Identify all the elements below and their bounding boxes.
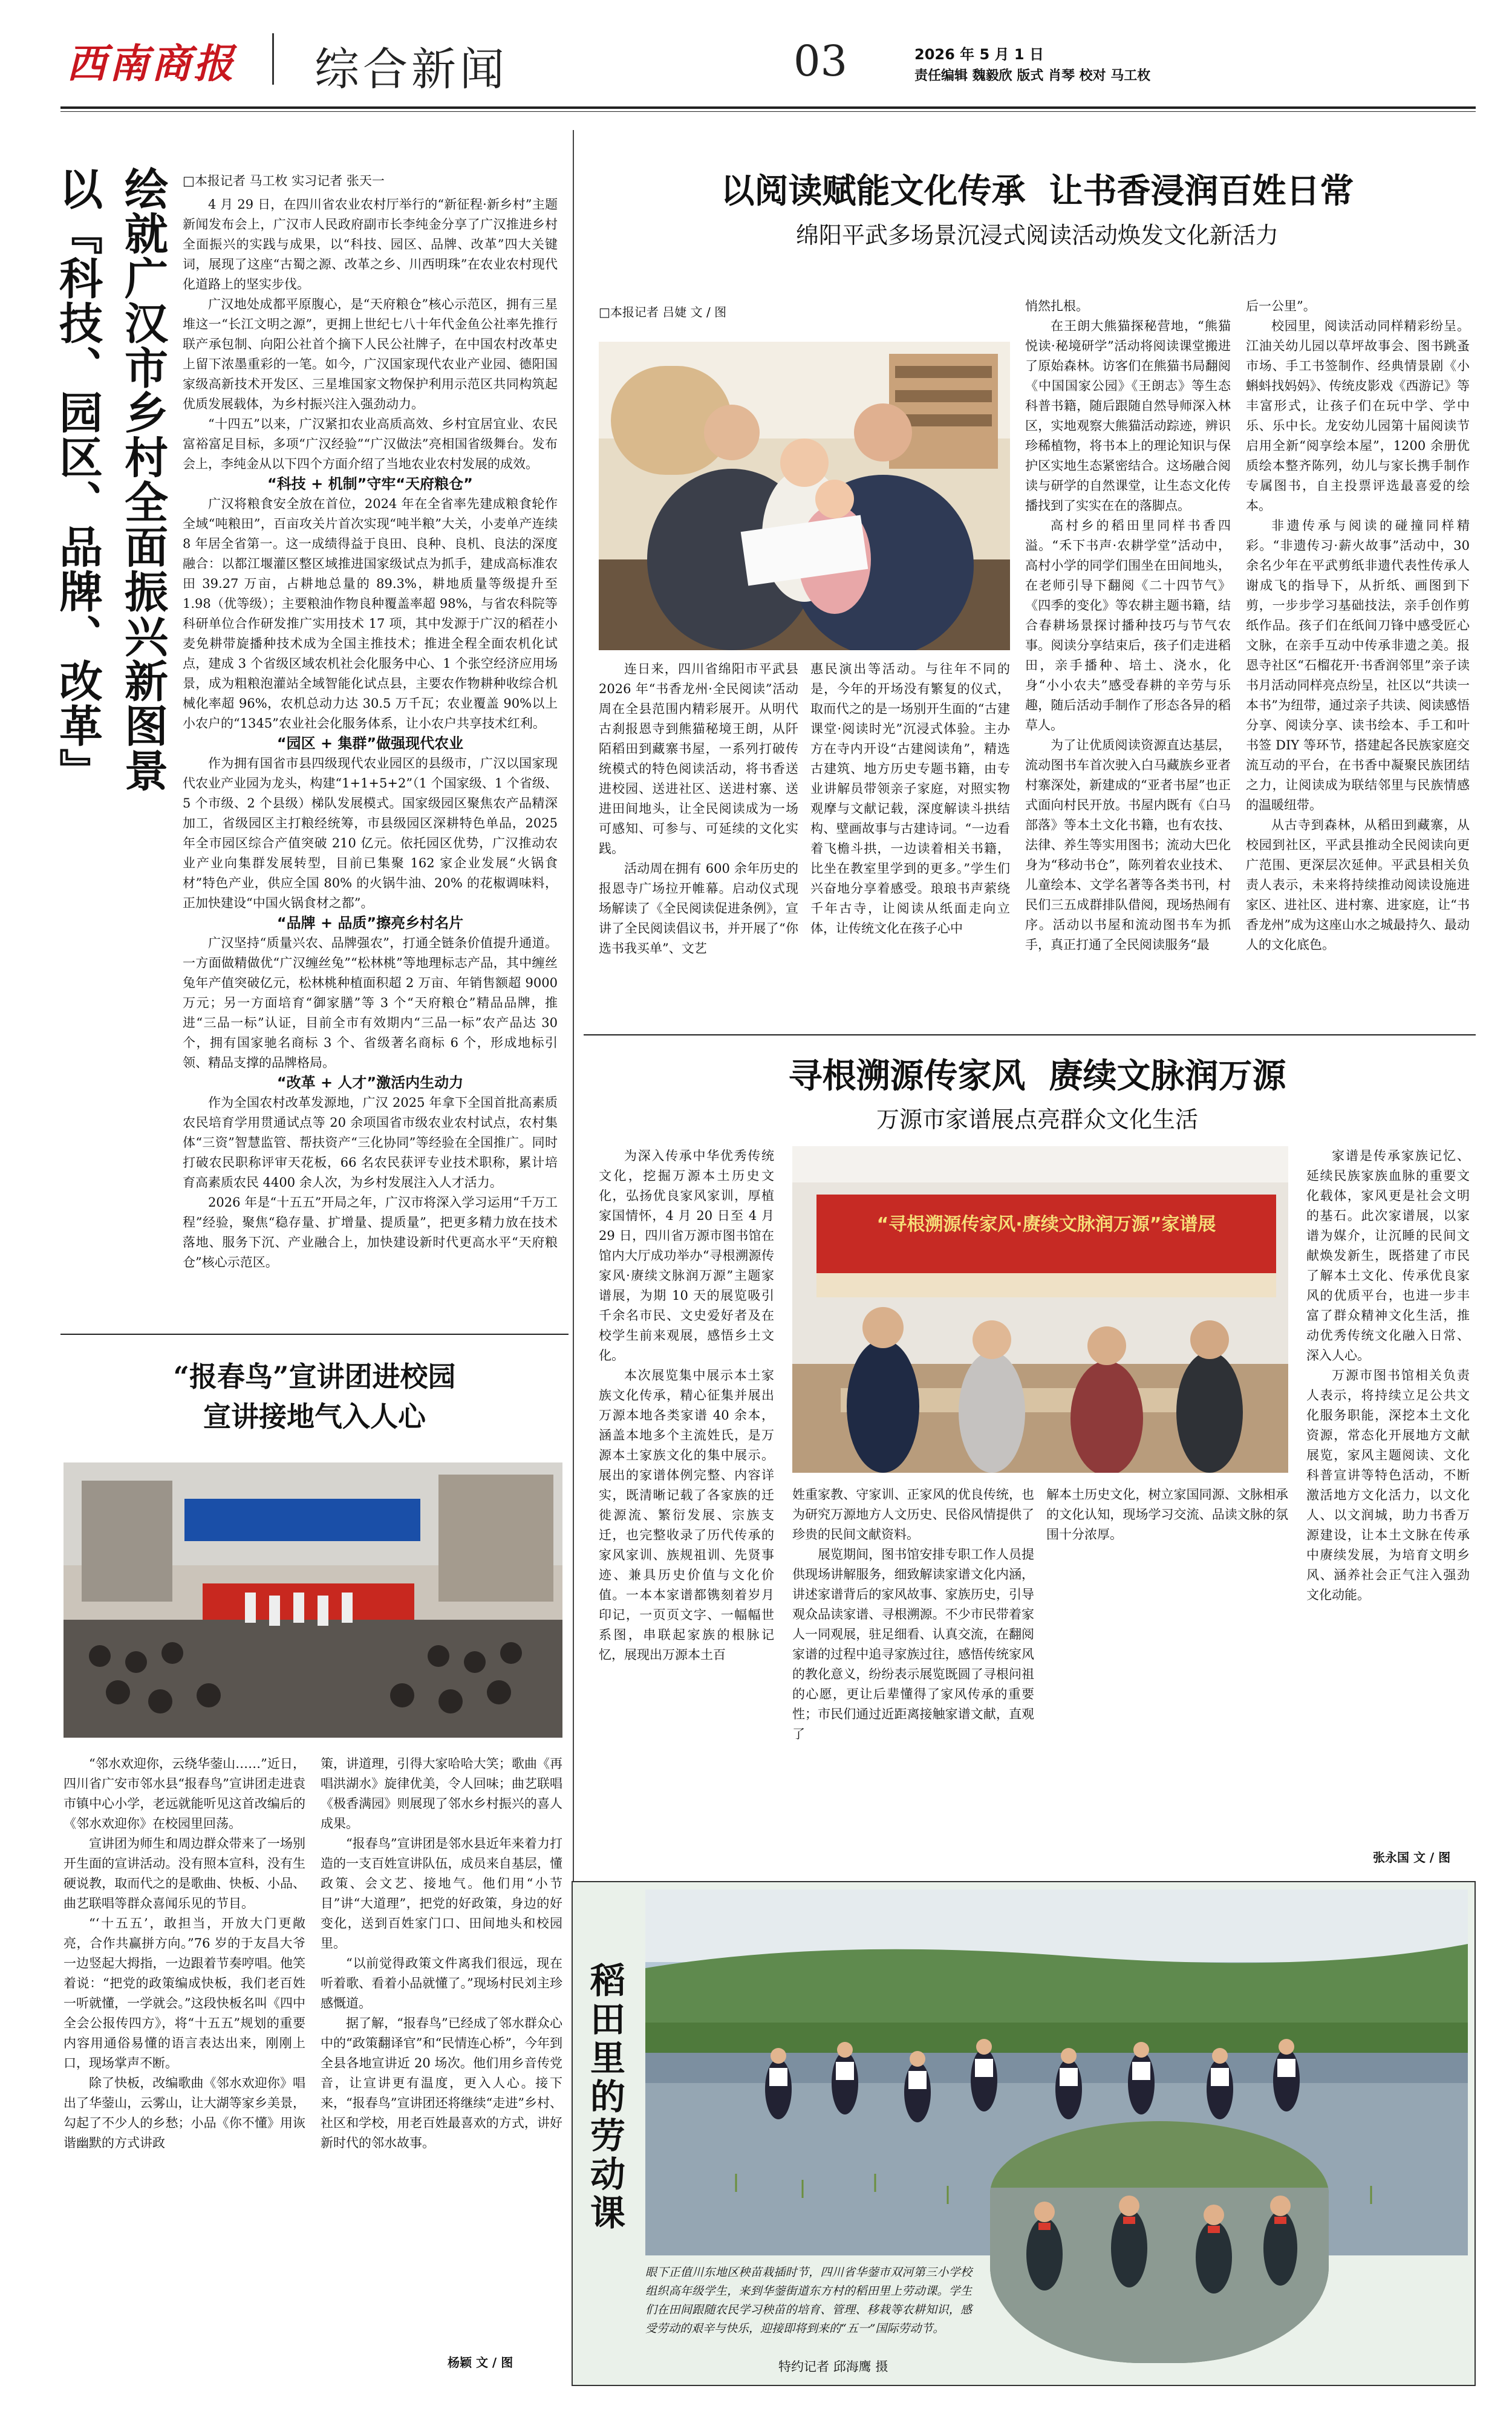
- lead-body: [183, 195, 558, 1326]
- paragraph: 作为拥有国省市县四级现代农业园区的县级市，广汉以国家现代农业产业园为龙头，构建“1+1+5+2”（1 个国家级、1 个省级、5 个市级、2 个县级）梯队发展模式。国家级园区聚焦农产品精深加工，省级园区主打粮经统筹，市县级园区深耕特色单品，2025 年全市园区综合产值突破 210 亿元。依托园区优势，广汉推动农业产业向集群发展转型，目前已集聚 162 家企业发展“火锅食材”特色产业，供应全国 80% 的火锅牛油、20% 的花椒调味料，正加快建设“中国火锅食材之都”。: [183, 756, 558, 910]
- genealogy-col-4: [1306, 1146, 1470, 1842]
- paragraph: 在王朗大熊猫探秘营地，“熊猫悦读·秘境研学”活动将阅读课堂搬进了原始森林。访客们在熊猫书局翻阅《中国国家公园》《王朗志》等生态科普书籍，随后跟随自然导师深入林区，实地观察大熊猫活动踪迹，辨识珍稀植物，将书本上的理论知识与保护区实地生态紧密结合。这场融合阅读与研学的自然课堂，让生态文化传播找到了实实在在的落脚点。: [1025, 319, 1231, 513]
- paragraph: 万源市图书馆相关负责人表示，将持续立足公共文化服务职能，深挖本土文化资源，常态化开展地方文献展览，家风主题阅读、文化科普宣讲等特色活动，不断激活地方文化活力，以文化人、以文润城，助力书香万源建设，让本土文脉在传承中赓续发展，为培育文明乡风、涵养社会正气注入强劲文化动能。: [1306, 1368, 1470, 1602]
- rice-credit: 特约记者 邱海鹰 摄: [778, 2359, 888, 2374]
- school-col-1: [64, 1754, 305, 2377]
- paragraph: 除了快板，改编歌曲《邻水欢迎你》唱出了华蓥山，云雾山，让大湖等家乡美景，勾起了不少人的乡愁；小品《你不懂》用诙谐幽默的方式讲政: [64, 2076, 305, 2150]
- paragraph: “‘十五五’，敢担当，开放大门更敞亮，合作共赢拼方向。”76 岁的于友昌大爷一边竖起大拇指，一边跟着节奏哼唱。他笑着说：“把党的政策编成快板，我们老百姓一听就懂，一学就会。”这段快板名叫《四中全会公报传四方》，将“十五五”规划的重要内容用通俗易懂的语言表达出来，刚刚上口，现场掌声不断。: [64, 1916, 305, 2070]
- masthead-rule-thin: [60, 111, 1476, 112]
- newspaper-logo: 西南商报: [67, 40, 236, 87]
- reading-col-3: [1025, 296, 1231, 1022]
- lead-subheading-1: “科技 + 机制”守牢“天府粮仓”: [267, 475, 473, 492]
- paragraph: 宣讲团为师生和周边群众带来了一场别开生面的宣讲活动。没有照本宣科，没有生硬说教，取而代之的是歌曲、快板、小品、曲艺联唱等群众喜闻乐见的节目。: [64, 1836, 305, 1911]
- genealogy-col-3: [1046, 1485, 1288, 1866]
- lead-headline-line2: 绘就广汉市乡村全面振兴新图景: [117, 166, 168, 793]
- paragraph: 2026 年是“十五五”开局之年，广汉市将深入学习运用“千万工程”经验，聚焦“稳存量、扩增量、提质量”，把更多精力放在技术落地、服务下沉、产业融合上，加快建设新时代更高水平“天府粮仓”核心示范区。: [183, 1195, 558, 1270]
- school-assembly-photo: [64, 1462, 562, 1738]
- lead-subheading-4: “改革 + 人才”激活内生动力: [276, 1074, 464, 1091]
- paragraph: 悄然扎根。: [1025, 299, 1089, 313]
- paragraph: 作为全国农村改革发源地，广汉 2025 年拿下全国首批高素质农民培育学用贯通试点等 20 余项国省市级农业农村试点，农村集体“三资”智慧监管、帮扶资产“三化协同”等经验在全国推广。同时打破农民职称评审天花板，66 名农民获评专业技术职称，累计培育高素质农民 4400 余人次，为乡村发展注入人才活力。: [183, 1095, 558, 1190]
- school-credit: 杨颖 文 / 图: [448, 2355, 513, 2370]
- exhibit-banner-text: “寻根溯源传家风·赓续文脉润万源”家谱展: [876, 1214, 1216, 1235]
- paragraph: 策，讲道理，引得大家哈哈大笑；歌曲《再唱洪湖水》旋律优美，令人回味；曲艺联唱《极香满园》则展现了邻水乡村振兴的喜人成果。: [321, 1756, 562, 1831]
- paragraph: 连日来，四川省绵阳市平武县 2026 年“书香龙州·全民阅读”活动周在全县范围内精彩展开。从明代古刹报恩寺到熊猫秘境王朗，从阡陌稻田到藏寨书屋，一系列打破传统模式的特色阅读活动，将书香送进校园、送进社区、送进村寨、送进田间地头，让全民阅读成为一场可感知、可参与、可延续的文化实践。: [599, 662, 798, 856]
- paragraph: 从古寺到森林，从稻田到藏寨，从校园到社区，平武县推动全民阅读向更广范围、更深层次延伸。平武县相关负责人表示，未来将持续推动阅读设施进家区、进社区、进村寨、进家庭，让“书香龙州”成为这座山水之城最持久、最动人的文化底色。: [1246, 818, 1470, 952]
- masthead-divider: [272, 33, 274, 85]
- issue-date: 2026 年 5 月 1 日: [914, 46, 1044, 63]
- lead-subheading-3: “品牌 + 品质”擦亮乡村名片: [276, 915, 464, 931]
- paragraph: 广汉将粮食安全放在首位，2024 年在全省率先建成粮食轮作全域“吨粮田”，百亩攻关片首次实现“吨半粮”大关，小麦单产连续 8 年居全省第一。这一成绩得益于良田、良种、良机、良法的深度融合：以都江堰灌区整区域推进国家级试点为抓手，建成高标准农田 39.27 万亩，占耕地总量的 89.3%，耕地质量等级提升至 1.98（优等级）；主要粮油作物良种覆盖率超 98%，与省农科院等科研单位合作研发推广实用技术 17 项，其中发源于广汉的稻茬小麦免耕带旋播种技术成为全国主推技术；推进全程全面农机化试点，建成 3 个省级区域农机社会化服务中心、1 个张空经济应用场景，成为粗粮泡灌站全域智能化试点县，主要农作物耕种收综合机械化率超 96%，农机总动力达 30.5 万千瓦；农业覆盖 90%以上小农户的“1345”农业社会化服务体系，让小农户共享技术红利。: [183, 497, 558, 731]
- reading-headline: 以阅读赋能文化传承 让书香浸润百姓日常: [720, 172, 1354, 211]
- reading-family-photo: [599, 342, 1010, 650]
- genealogy-exhibit-photo: [792, 1146, 1288, 1473]
- masthead: [0, 0, 1512, 118]
- genealogy-col-1: [599, 1146, 774, 1860]
- section-title: 综合新闻: [314, 44, 508, 96]
- reading-col-2: [810, 659, 1010, 1022]
- lead-byline: □本报记者 马工枚 实习记者 张天一: [183, 174, 385, 188]
- rice-field-photo-inset: [990, 2121, 1329, 2363]
- paragraph: 4 月 29 日，在四川省农业农村厅举行的“新征程·新乡村”主题新闻发布会上，广汉市人民政府副市长李纯金分享了广汉推进乡村全面振兴的实践与成果，以“科技、园区、品牌、改革”四大关键词，展现了这座“古蜀之源、改革之乡、川西明珠”在农业农村现代化道路上的坚实步伐。: [183, 197, 558, 292]
- school-headline-line1: “报春鸟”宣讲团进校园: [173, 1360, 456, 1393]
- paragraph: 据了解，“报春鸟”已经成了邻水群众心中的“政策翻译官”和“民情连心桥”，今年到全县各地宣讲近 20 场次。他们用乡音传党音，让宣讲更有温度，更入人心。接下来，“报春鸟”宣讲团还将继续“走进”乡村、社区和学校，用老百姓最喜欢的方式，讲好新时代的邻水故事。: [321, 2016, 562, 2150]
- paragraph: 高村乡的稻田里同样书香四溢。“禾下书声·农耕学堂”活动中，高村小学的同学们围坐在田间地头，在老师引导下翻阅《二十四节气》《四季的变化》等农耕主题书籍，结合春耕场景探讨播种技巧与节气农事。阅读分享结束后，孩子们走进稻田，亲手播种、培土、浇水，化身“小小农夫”感受春耕的辛劳与乐趣，随后活动手制作了形态各异的稻草人。: [1025, 518, 1231, 732]
- masthead-rule: [60, 106, 1476, 109]
- paragraph: “报春鸟”宣讲团是邻水县近年来着力打造的一支百姓宣讲队伍，成员来自基层，懂政策、会文艺、接地气。他们用“小节目”讲“大道理”，把党的好政策，身边的好变化，送到百姓家门口、田间地头和校园里。: [321, 1836, 562, 1951]
- lead-headline-line1: 以『科技、园区、品牌、改革』: [52, 166, 103, 793]
- lead-subheading-2: “园区 + 集群”做强现代农业: [276, 735, 464, 752]
- page-number: 03: [793, 36, 848, 86]
- paragraph: 姓重家教、守家训、正家风的优良传统，也为研究万源地方人文历史、民俗风情提供了珍贵的民间文献资料。: [792, 1487, 1034, 1542]
- paragraph: 为深入传承中华优秀传统文化，挖掘万源本土历史文化，弘扬优良家风家训，厚植家国情怀，4 月 20 日至 4 月 29 日，四川省万源市图书馆在馆内大厅成功举办“寻根溯源传家风·赓续文脉润万源”主题家谱展，为期 10 天的展览吸引千余名市民、文史爱好者及在校学生前来观展，感悟乡土文化。: [599, 1149, 774, 1363]
- rice-photo-frame: [572, 1881, 1476, 2386]
- rice-caption: 眼下正值川东地区秧苗栽插时节，四川省华蓥市双河第三小学校组织高年级学生，来到华蓥街道东方村的稻田里上劳动课。学生们在田间跟随农民学习秧苗的培育、管理、移栽等农耕知识，感受劳动的艰辛与快乐，迎接即将到来的“五一”国际劳动节。: [645, 2266, 972, 2335]
- section-divider: [60, 1334, 569, 1335]
- paragraph: 为了让优质阅读资源直达基层，流动图书车首次驶入白马藏族乡亚者村寨深处，新建成的“亚者书屋”也正式面向村民开放。书屋内既有《白马部落》等本土文化书籍，也有农技、法律、养生等实用图书；流动大巴化身为“移动书仓”，陈列着农业技术、儿童绘本、文学名著等各类书刊，村民们三五成群排队借阅，现场热闹有序。活动以书屋和流动图书车为抓手，真正打通了全民阅读服务“最: [1025, 738, 1231, 952]
- reading-byline: □本报记者 吕婕 文 / 图: [599, 305, 727, 319]
- reading-subheadline: 绵阳平武多场景沉浸式阅读活动焕发文化新活力: [795, 222, 1279, 249]
- paragraph: 非遗传承与阅读的碰撞同样精彩。“非遗传习·薪火故事”活动中，30 余名少年在平武剪纸非遗代表性传承人谢成飞的指导下，从折纸、画图到下剪，一步步学习基础技法，亲手创作剪纸作品。孩子们在纸间刀锋中感受匠心文脉，在亲手互动中传承非遗之美。报恩寺社区“石榴花开·书香润邻里”亲子读书月活动同样亮点纷呈，社区以“共读一本书”为纽带，通过亲子共读、阅读感悟分享、阅读分享、读书绘本、手工和叶书签 DIY 等环节，搭建起各民族家庭交流互动的平台，在书香中凝聚民族团结之力，让阅读成为联结邻里与民族情感的温暖纽带。: [1246, 518, 1470, 812]
- paragraph: 惠民演出等活动。与往年不同的是，今年的开场没有繁复的仪式，取而代之的是一场别开生面的“古建课堂·阅读时光”沉浸式体验。主办方在寺内开设“古建阅读角”，精选古建筑、地方历史专题书籍，由专业讲解员带领亲子家庭，对照实物观摩与文献记载，深度解读斗拱结构、壁画故事与古建诗词。“一边看着飞檐斗拱，一边读着相关书籍，比坐在教室里学到的更多。”学生们兴奋地分享着感受。琅琅书声萦绕千年古寺，让阅读从纸面走向立体，让传统文化在孩子心中: [810, 662, 1010, 936]
- reading-col-4: [1246, 296, 1470, 1022]
- section-divider: [584, 1034, 1476, 1035]
- paragraph: “十四五”以来，广汉紧扣农业高质高效、乡村宜居宜业、农民富裕富足目标，多项“广汉经验”“广汉做法”亮相国省级舞台。发布会上，李纯金从以下四个方面介绍了当地农业农村发展的成效。: [183, 417, 558, 471]
- editor-credits: 责任编辑 魏毅欣 版式 肖琴 校对 马工枚: [914, 68, 1151, 83]
- paragraph: “以前觉得政策文件离我们很远，现在听着歌、看着小品就懂了。”现场村民刘主珍感慨道。: [321, 1956, 562, 2010]
- paragraph: 展览期间，图书馆安排专职工作人员提供现场讲解服务，细致解读家谱文化内涵，讲述家谱背后的家风故事、家族历史，引导观众品读家谱、寻根溯源。不少市民带着家人一同观展，驻足细看、认真交流，在翻阅家谱的过程中追寻家族过往，感悟传统家风的教化意义，纷纷表示展览既圆了寻根问祖的心愿，更让后辈懂得了家风传承的重要性；市民们通过近距离接触家谱文献，直观了: [792, 1547, 1034, 1741]
- paragraph: 家谱是传承家族记忆、延续民族家族血脉的重要文化载体，家风更是社会文明的基石。此次家谱展，以家谱为媒介，让沉睡的民间文献焕发新生，既搭建了市民了解本土文化、传承优良家风的优质平台，也进一步丰富了群众精神文化生活，推动优秀传统文化融入日常、深入人心。: [1306, 1149, 1470, 1363]
- paragraph: 校园里，阅读活动同样精彩纷呈。江油关幼儿园以草坪故事会、图书跳蚤市场、手工书签制作、经典情景剧《小蝌蚪找妈妈》、传统皮影戏《西游记》等丰富形式，让孩子们在玩中学、学中乐、乐中长。龙安幼儿园第十届阅读节启用全新“阅享绘本屋”，1200 余册优质绘本整齐陈列，幼儿与家长携手制作专属图书，自主投票评选最喜爱的绘本。: [1246, 319, 1470, 513]
- paragraph: 后一公里”。: [1246, 299, 1316, 313]
- paragraph: 广汉坚持“质量兴农、品牌强农”，打通全链条价值提升通道。一方面做精做优“广汉缠丝兔”“松林桃”等地理标志产品，其中缠丝兔年产值突破亿元，松林桃种植面积超 2 万亩、年销售额超 9000 万元；另一方面培育“御家膳”等 3 个“天府粮仓”精品品牌，推进“三品一标”认证，目前全市有效期内“三品一标”农产品达 30 个，拥有国家驰名商标 3 个、省级著名商标 6 个，形成地标引领、精品支撑的品牌格局。: [183, 936, 558, 1070]
- genealogy-headline: 寻根溯源传家风 赓续文脉润万源: [788, 1057, 1286, 1096]
- genealogy-col-2: [792, 1485, 1034, 1866]
- paragraph: “邻水欢迎你，云绕华蓥山……”近日，四川省广安市邻水县“报春鸟”宣讲团走进袁市镇中心小学，老远就能听见这首改编后的《邻水欢迎你》在校园里回荡。: [64, 1756, 305, 1831]
- rice-headline: 稻田里的劳动课: [584, 1962, 625, 2233]
- school-col-2: [321, 1754, 562, 2353]
- paragraph: 广汉地处成都平原腹心，是“天府粮仓”核心示范区，拥有三星堆这一“长江文明之源”，更拥上世纪七八十年代金鱼公社率先推行联产承包制、向阳公社首个摘下人民公社牌子，在中国农村改革史上留下浓墨重彩的一笔。如今，广汉国家现代农业产业园、德阳国家级高新技术开发区、三星堆国家文物保护利用示范区共同构筑起优质发展载体，为乡村振兴注入强劲动力。: [183, 297, 558, 411]
- genealogy-subheadline: 万源市家谱展点亮群众文化生活: [876, 1106, 1198, 1133]
- paragraph: 解本土历史文化，树立家国同源、文脉相承的文化认知，现场学习交流、品读文脉的氛围十分浓厚。: [1046, 1487, 1288, 1542]
- reading-col-1: [599, 659, 798, 1022]
- paragraph: 本次展览集中展示本土家族文化传承，精心征集并展出万源本地各类家谱 40 余本，涵盖本地多个主流姓氏，是万源本土家族文化的集中展示。展出的家谱体例完整、内容详实，既清晰记载了各家族的迁徙源流、繁衍发展、宗族支迁，也完整收录了历代传承的家风家训、族规祖训、先贤事迹、兼具历史价值与文化价值。一本本家谱都镌刻着岁月印记，一页页文字、一幅幅世系图，串联起家族的根脉记忆，展现出万源本土百: [599, 1368, 774, 1662]
- paragraph: 活动周在拥有 600 余年历史的报恩寺广场拉开帷幕。启动仪式现场解读了《全民阅读促进条例》，宣讲了全民阅读倡议书，并开展了“你选书我买单”、文艺: [599, 861, 798, 956]
- genealogy-credit: 张永国 文 / 图: [1373, 1850, 1451, 1865]
- school-headline-line2: 宣讲接地气入人心: [203, 1400, 426, 1433]
